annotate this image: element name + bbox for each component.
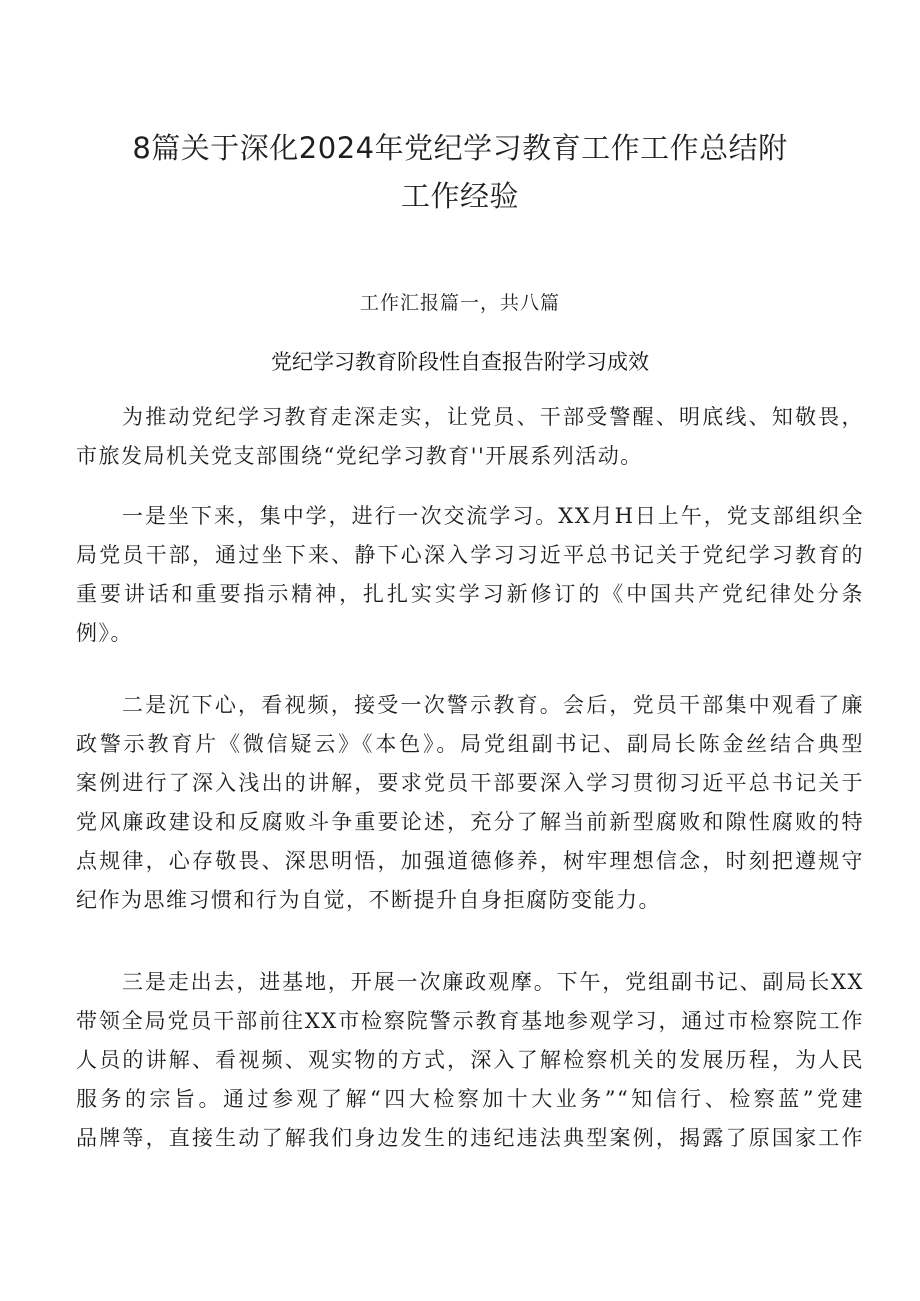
paragraph-line: 人员的讲解、看视频、观实物的方式，深入了解检察机关的发展历程，为人民	[76, 1048, 864, 1072]
paragraph-point-two	[76, 686, 864, 920]
paragraph-line: 服务的宗旨。通过参观了解“四大检察加十大业务”“知信行、检察蓝”党建	[76, 1087, 864, 1111]
paragraph-point-one	[76, 497, 864, 653]
paragraph-line: 政警示教育片《微信疑云》《本色》。局党组副书记、副局长陈金丝结合典型	[76, 732, 864, 756]
paragraph-intro	[76, 398, 864, 476]
document-subtitle: 工作汇报篇一，共八篇	[359, 292, 560, 314]
paragraph-line: 点规律，心存敬畏、深思明悟，加强道德修养，树牢理想信念，时刻把遵规守	[76, 849, 864, 873]
paragraph-line: 二是沉下心，看视频，接受一次警示教育。会后，党员干部集中观看了廉	[122, 693, 864, 717]
section-heading: 党纪学习教育阶段性自查报告附学习成效	[271, 350, 649, 374]
paragraph-line: 为推动党纪学习教育走深走实，让党员、干部受警醒、明底线、知敬畏，	[122, 405, 864, 429]
paragraph-line: 局党员干部，通过坐下来、静下心深入学习习近平总书记关于党纪学习教育的	[76, 543, 864, 567]
paragraph-line: 三是走出去，进基地，开展一次廉政观摩。下午，党组副书记、副局长XX	[122, 970, 864, 994]
paragraph-line: 品牌等，直接生动了解我们身边发生的违纪违法典型案例，揭露了原国家工作	[76, 1126, 864, 1150]
paragraph-line: 带领全局党员干部前往XX市检察院警示教育基地参观学习，通过市检察院工作	[76, 1009, 864, 1033]
document-title-line-1: 8篇关于深化2024年党纪学习教育工作工作总结附	[132, 131, 788, 165]
document-title-line-2: 工作经验	[400, 179, 519, 213]
paragraph-point-three	[76, 963, 864, 1158]
paragraph-line: 案例进行了深入浅出的讲解，要求党员干部要深入学习贯彻习近平总书记关于	[76, 771, 864, 795]
paragraph-line: 党风廉政建设和反腐败斗争重要论述，充分了解当前新型腐败和隙性腐败的特	[76, 810, 864, 834]
paragraph-line: 重要讲话和重要指示精神，扎扎实实学习新修订的《中国共产党纪律处分条	[76, 582, 864, 606]
paragraph-line: 一是坐下来，集中学，进行一次交流学习。XX月H日上午，党支部组织全	[122, 504, 864, 528]
paragraph-line: 例》。	[76, 621, 133, 645]
paragraph-line: 纪作为思维习惯和行为自觉，不断提升自身拒腐防变能力。	[76, 888, 661, 912]
paragraph-line: 市旅发局机关党支部围绕“党纪学习教育''开展系列活动。	[76, 444, 643, 468]
